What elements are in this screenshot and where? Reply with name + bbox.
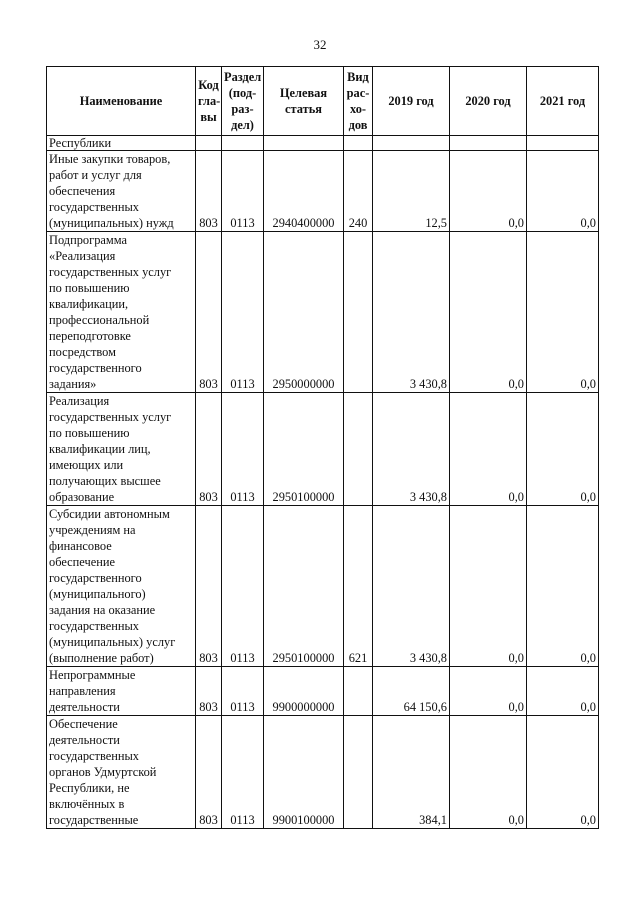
row-2019: 384,1 <box>373 716 450 829</box>
row-2020: 0,0 <box>450 232 527 393</box>
header-2020: 2020 год <box>450 67 527 136</box>
table-row <box>47 151 599 232</box>
row-expense-type <box>344 232 373 393</box>
row-article: 2940400000 <box>264 151 344 232</box>
row-section: 0113 <box>222 667 264 716</box>
row-code: 803 <box>196 232 222 393</box>
header-article: Целевая статья <box>264 67 344 136</box>
page-number: 32 <box>313 37 327 52</box>
table-row <box>47 393 599 506</box>
row-2021: 0,0 <box>527 232 599 393</box>
row-code: 803 <box>196 506 222 667</box>
row-2021: 0,0 <box>527 393 599 506</box>
row-expense-type: 240 <box>344 151 373 232</box>
row-code: 803 <box>196 716 222 829</box>
row-section: 0113 <box>222 716 264 829</box>
row-article: 9900000000 <box>264 667 344 716</box>
table-row <box>47 232 599 393</box>
row-name: Обеспечение деятельности государственных органов Удмуртской Республики, не включённых в государственные <box>47 716 196 829</box>
row-2020: 0,0 <box>450 506 527 667</box>
row-2020: 0,0 <box>450 667 527 716</box>
row-article: 2950100000 <box>264 393 344 506</box>
row-section: 0113 <box>222 232 264 393</box>
row-code: 803 <box>196 151 222 232</box>
table-row <box>47 506 599 667</box>
row-name: Непрограммные направления деятельности <box>47 667 196 716</box>
row-2021: 0,0 <box>527 506 599 667</box>
header-name: Наименование <box>47 67 196 136</box>
row-2021: 0,0 <box>527 667 599 716</box>
row-expense-type <box>344 716 373 829</box>
row-name: Подпрограмма «Реализация государственных услуг по повышению квалификации, профессиональной переподготовке посредством государственного задания» <box>47 232 196 393</box>
row-2021: 0,0 <box>527 716 599 829</box>
continuation-row <box>47 136 599 151</box>
table-row <box>47 716 599 829</box>
row-2021: 0,0 <box>527 151 599 232</box>
header-section: Раздел (под- раз- дел) <box>222 67 264 136</box>
row-2019: 12,5 <box>373 151 450 232</box>
row-2019: 64 150,6 <box>373 667 450 716</box>
row-section: 0113 <box>222 506 264 667</box>
row-expense-type <box>344 667 373 716</box>
row-name: Иные закупки товаров, работ и услуг для обеспечения государственных (муниципальных) нужд <box>47 151 196 232</box>
row-article: 9900100000 <box>264 716 344 829</box>
row-2020: 0,0 <box>450 393 527 506</box>
header-2019: 2019 год <box>373 67 450 136</box>
row-2019: 3 430,8 <box>373 506 450 667</box>
row-name: Субсидии автономным учреждениям на финансовое обеспечение государственного (муниципального) задания на оказание государственных (муниципальных) услуг (выполнение работ) <box>47 506 196 667</box>
row-section: 0113 <box>222 393 264 506</box>
row-2020: 0,0 <box>450 151 527 232</box>
header-expense-type: Вид рас- хо- дов <box>344 67 373 136</box>
row-2019: 3 430,8 <box>373 393 450 506</box>
row-article: 2950000000 <box>264 232 344 393</box>
row-section: 0113 <box>222 151 264 232</box>
table-row <box>47 667 599 716</box>
header-row <box>47 67 599 136</box>
budget-table <box>46 66 599 829</box>
header-code: Код гла- вы <box>196 67 222 136</box>
row-2020: 0,0 <box>450 716 527 829</box>
row-article: 2950100000 <box>264 506 344 667</box>
row-2019: 3 430,8 <box>373 232 450 393</box>
row-expense-type: 621 <box>344 506 373 667</box>
header-2021: 2021 год <box>527 67 599 136</box>
row-code: 803 <box>196 667 222 716</box>
continuation-text: Республики <box>47 136 196 151</box>
row-expense-type <box>344 393 373 506</box>
row-code: 803 <box>196 393 222 506</box>
row-name: Реализация государственных услуг по повышению квалификации лиц, имеющих или получающих высшее образование <box>47 393 196 506</box>
